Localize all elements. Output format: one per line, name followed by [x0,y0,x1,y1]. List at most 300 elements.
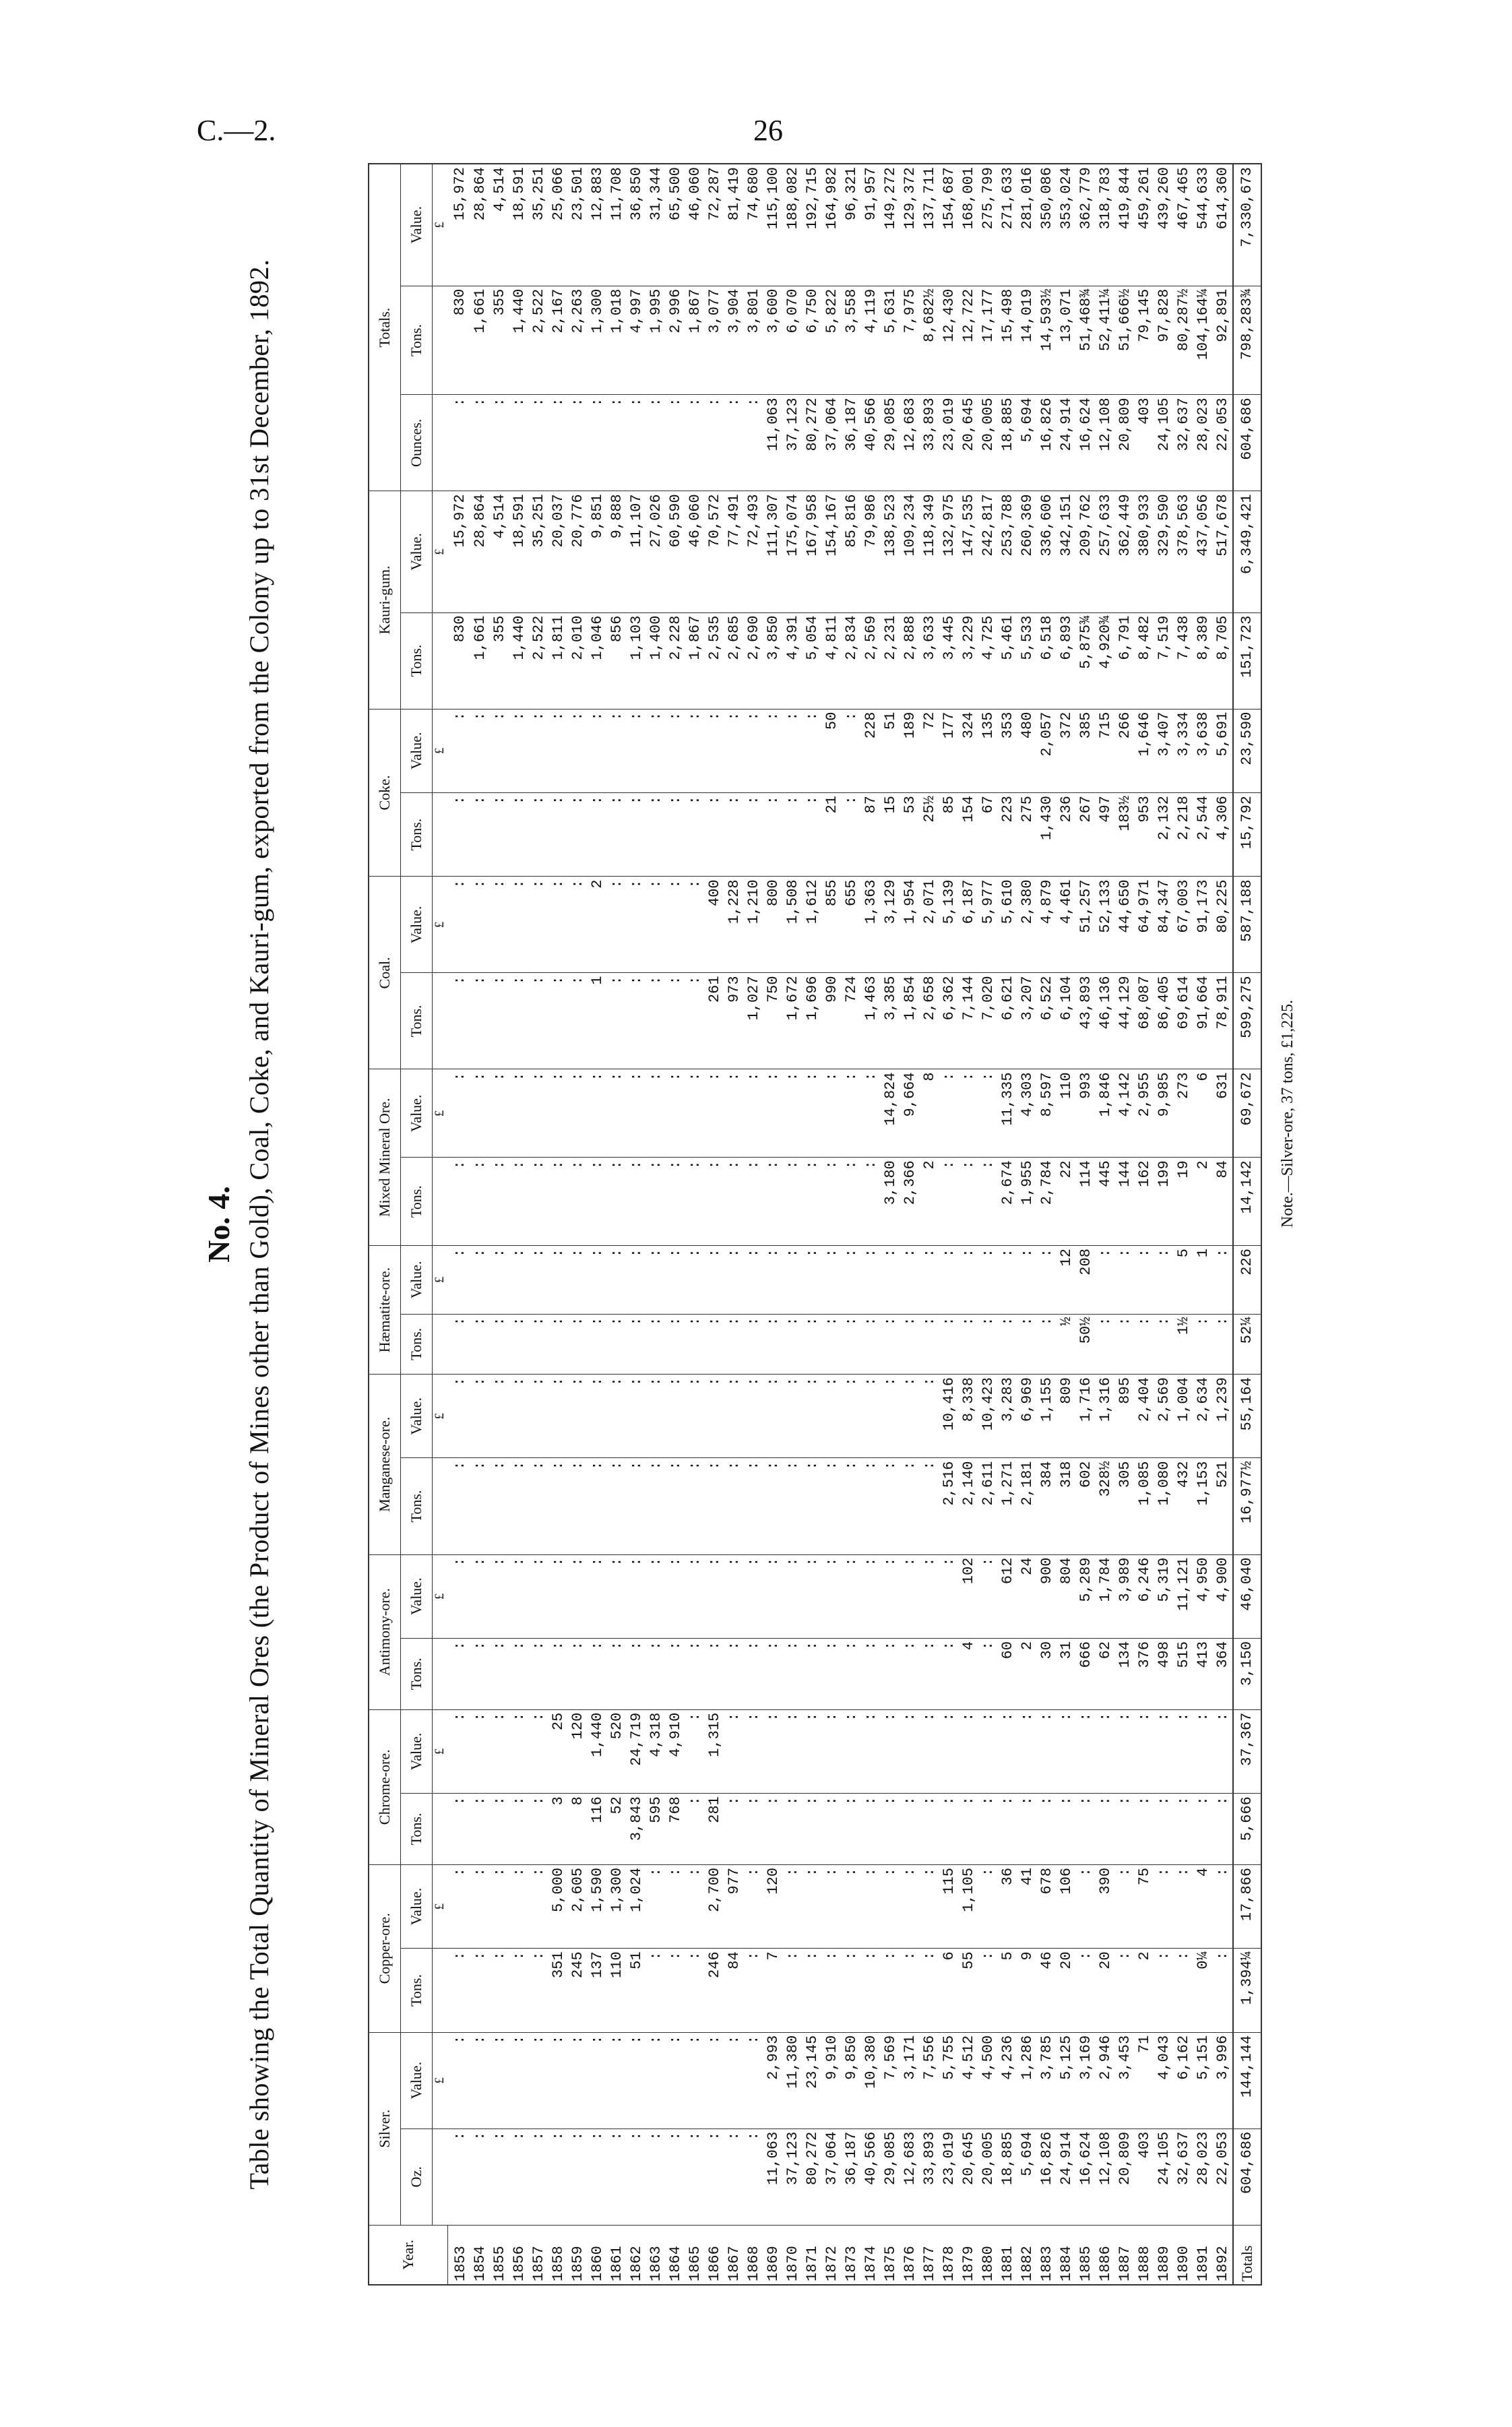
cell-tot-oz: : [447,395,470,491]
cell-silver-val: 9,910 [822,2032,842,2129]
cell-chrome-t: : [1037,1794,1057,1865]
cell-copper-v: : [1154,1864,1174,1948]
cell-kauri-t: 1,440 [509,612,529,709]
group-header: Silver. [369,2032,401,2225]
cell-silver-oz: : [627,2129,646,2225]
cell-coke-v: : [724,709,744,792]
cell-coke-t: : [783,792,802,876]
cell-coke-t: : [548,792,568,876]
cell-mang-v: : [588,1375,607,1458]
cell-antim-t: 666 [1076,1638,1096,1709]
cell-mixed-v: : [509,1069,529,1158]
table-row [998,164,1017,2285]
cell-kauri-t: 2,010 [568,612,588,709]
cell-coke-t: : [763,792,783,876]
cell-silver-val: 5,151 [1193,2032,1213,2129]
year-cell: 1854 [470,2225,490,2285]
cell-chrome-t: 8 [568,1794,588,1865]
cell-coke-v: 3,334 [1174,709,1193,792]
cell-antim-t: : [509,1638,529,1709]
cell-coal-t: 68,087 [1135,973,1154,1069]
table-row [470,164,490,2285]
cell-coal-v: 1,363 [861,877,881,973]
cell-silver-oz: : [548,2129,568,2225]
cell-coke-v: : [568,709,588,792]
cell-tot-oz: 24,914 [1057,395,1076,491]
cell-tot-t: 51,666½ [1115,286,1135,395]
cell-coal-v: 1,954 [900,877,920,973]
cell-copper-v: : [842,1864,861,1948]
cell-haem-t: : [607,1314,627,1375]
cell-chrome-v: : [1115,1709,1135,1793]
table-row [568,164,588,2285]
cell-silver-val: 5,755 [939,2032,959,2129]
cell-coal-v: 64,971 [1135,877,1154,973]
cell-mixed-v: : [627,1069,646,1158]
cell-haem-v: : [920,1246,939,1315]
cell-chrome-v: : [529,1709,548,1793]
cell-coal-v: : [447,877,470,973]
table-row [1115,164,1135,2285]
cell-chrome-t: : [724,1794,744,1865]
cell-antim-t: : [548,1638,568,1709]
group-header-row [369,164,401,2285]
cell-silver-val: 3,171 [900,2032,920,2129]
cell-silver-oz: 40,566 [861,2129,881,2225]
cell-mixed-t: 2,784 [1037,1158,1057,1246]
cell-mixed-v: 9,664 [900,1069,920,1158]
cell-silver-val: : [470,2032,490,2129]
cell-antim-t: : [861,1638,881,1709]
cell-tot-t: 2,522 [529,286,548,395]
cell-coke-v: 3,638 [1193,709,1213,792]
cell-coal-v: 51,257 [1076,877,1096,973]
cell-coke-t: : [490,792,509,876]
cell-tot-v: 164,982 [822,164,842,286]
cell-tot-oz: 20,645 [959,395,978,491]
group-header: Antimony-ore. [369,1554,401,1709]
cell-mang-t: 521 [1213,1458,1233,1554]
cell-tot-oz: 12,683 [900,395,920,491]
cell-chrome-v: : [861,1709,881,1793]
cell-mang-t: : [900,1458,920,1554]
cell-copper-t: : [822,1949,842,2032]
year-cell: 1889 [1154,2225,1174,2285]
cell-tot-oz: : [685,395,705,491]
cell-haem-v: : [763,1246,783,1315]
cell-kauri-v: 362,449 [1115,491,1135,612]
cell-haem-t: : [1037,1314,1057,1375]
cell-copper-v: 4 [1193,1864,1213,1948]
cell-kauri-v: 517,678 [1213,491,1233,612]
table-row [861,164,881,2285]
cell-mixed-t: : [490,1158,509,1246]
cell-coal-v: : [627,877,646,973]
cell-tot-oz: : [744,395,763,491]
cell-silver-oz: 5,694 [1017,2129,1037,2225]
cell-tot-v: 23,501 [568,164,588,286]
cell-mang-t: 602 [1076,1458,1096,1554]
cell-haem-v: : [509,1246,529,1315]
cell-antim-v: 1,784 [1096,1554,1115,1638]
cell-mang-v: 1,155 [1037,1375,1057,1458]
cell-tot-v: 28,864 [470,164,490,286]
cell-copper-v: 120 [763,1864,783,1948]
cell-antim-t: : [627,1638,646,1709]
cell-coal-t: : [666,973,685,1069]
year-cell: 1866 [705,2225,724,2285]
total-mixed-t: 14,142 [1233,1158,1261,1246]
cell-tot-t: 3,600 [763,286,783,395]
totals-row [1233,164,1261,2285]
cell-haem-t: : [802,1314,822,1375]
cell-coal-t: : [548,973,568,1069]
cell-chrome-v: : [959,1709,978,1793]
cell-mang-v: : [568,1375,588,1458]
cell-copper-v: : [978,1864,998,1948]
cell-mixed-v: 273 [1174,1069,1193,1158]
cell-mang-t: : [548,1458,568,1554]
cell-haem-t: : [548,1314,568,1375]
cell-tot-t: 1,018 [607,286,627,395]
column-header: Tons. [401,1638,433,1709]
cell-antim-v: : [509,1554,529,1638]
cell-kauri-v: 378,563 [1174,491,1193,612]
cell-coke-v: 1,646 [1135,709,1154,792]
cell-coke-t: 2,218 [1174,792,1193,876]
cell-coal-t: 6,522 [1037,973,1057,1069]
cell-coke-t: : [685,792,705,876]
cell-coke-t: 53 [900,792,920,876]
cell-copper-t: 2 [1135,1949,1154,2032]
cell-chrome-v: : [802,1709,822,1793]
cell-chrome-t: : [1115,1794,1135,1865]
cell-copper-t: 20 [1096,1949,1115,2032]
cell-mang-v: : [529,1375,548,1458]
cell-coke-v: : [646,709,666,792]
cell-tot-oz: 20,005 [978,395,998,491]
cell-coke-t: : [705,792,724,876]
cell-coke-v: : [529,709,548,792]
cell-antim-v: : [783,1554,802,1638]
cell-mang-v: 2,569 [1154,1375,1174,1458]
cell-haem-v: : [529,1246,548,1315]
table-row [447,164,470,2285]
cell-tot-v: 129,372 [900,164,920,286]
cell-kauri-v: 257,633 [1096,491,1115,612]
cell-mixed-v: 4,303 [1017,1069,1037,1158]
total-coal-v: 587,188 [1233,877,1261,973]
cell-kauri-t: 830 [447,612,470,709]
cell-coke-t: 223 [998,792,1017,876]
cell-copper-t: : [881,1949,900,2032]
cell-tot-t: 7,975 [900,286,920,395]
cell-silver-oz: : [490,2129,509,2225]
cell-tot-v: 11,708 [607,164,627,286]
cell-copper-t: 51 [627,1949,646,2032]
cell-coal-t: 78,911 [1213,973,1233,1069]
cell-kauri-v: 380,933 [1135,491,1154,612]
cell-haem-t: : [763,1314,783,1375]
cell-kauri-t: 8,389 [1193,612,1213,709]
year-cell: 1872 [822,2225,842,2285]
total-mang-t: 16,977½ [1233,1458,1261,1554]
cell-silver-oz: : [724,2129,744,2225]
cell-silver-val: : [666,2032,685,2129]
cell-kauri-t: 7,519 [1154,612,1174,709]
cell-haem-t: : [705,1314,724,1375]
cell-coal-v: : [529,877,548,973]
cell-chrome-t: : [763,1794,783,1865]
cell-coal-v: 5,139 [939,877,959,973]
cell-tot-t: 1,867 [685,286,705,395]
cell-coke-v: 3,407 [1154,709,1174,792]
cell-coke-v: 5,691 [1213,709,1233,792]
cell-coal-t: : [490,973,509,1069]
cell-mang-v: 1,716 [1076,1375,1096,1458]
cell-antim-v: : [822,1554,842,1638]
cell-mixed-t: 199 [1154,1158,1174,1246]
cell-chrome-t: : [959,1794,978,1865]
table-row [1096,164,1115,2285]
cell-mixed-t: : [646,1158,666,1246]
cell-silver-oz: 20,645 [959,2129,978,2225]
cell-coal-t: : [646,973,666,1069]
cell-haem-v: : [607,1246,627,1315]
cell-kauri-t: 2,535 [705,612,724,709]
year-cell: 1857 [529,2225,548,2285]
total-tot-oz: 604,686 [1233,395,1261,491]
column-header: Tons. [401,973,433,1069]
cell-coke-v: 50 [822,709,842,792]
cell-coke-v: : [842,709,861,792]
cell-mang-t: 2,181 [1017,1458,1037,1554]
cell-coal-t: : [685,973,705,1069]
cell-mang-v: : [900,1375,920,1458]
cell-antim-t: : [763,1638,783,1709]
cell-antim-v: : [470,1554,490,1638]
cell-kauri-t: 1,661 [470,612,490,709]
cell-mixed-v: : [470,1069,490,1158]
unit-cell [433,973,448,1069]
cell-chrome-v: : [490,1709,509,1793]
cell-coal-t: 69,614 [1174,973,1193,1069]
cell-copper-t: : [861,1949,881,2032]
cell-silver-val: 3,453 [1115,2032,1135,2129]
cell-mixed-v: : [939,1069,959,1158]
cell-chrome-t: : [822,1794,842,1865]
cell-mang-v: : [548,1375,568,1458]
cell-haem-t: : [939,1314,959,1375]
cell-mixed-t: : [939,1158,959,1246]
rotated-table-page [201,163,1340,2286]
cell-coke-t: : [724,792,744,876]
cell-coal-v: 80,225 [1213,877,1233,973]
table-row [588,164,607,2285]
cell-haem-t: : [1017,1314,1037,1375]
group-header: Mixed Mineral Ore. [369,1069,401,1246]
cell-antim-v: : [607,1554,627,1638]
cell-mang-t: 432 [1174,1458,1193,1554]
cell-haem-v: : [744,1246,763,1315]
cell-mixed-t: 3,180 [881,1158,900,1246]
cell-coke-t: : [509,792,529,876]
total-copper-t: 1,394¼ [1233,1949,1261,2032]
cell-coal-v: : [607,877,627,973]
cell-coal-t: 1,854 [900,973,920,1069]
cell-silver-oz: 18,885 [998,2129,1017,2225]
cell-tot-v: 91,957 [861,164,881,286]
cell-tot-v: 4,514 [490,164,509,286]
column-header: Value. [401,164,433,286]
cell-mang-v: : [607,1375,627,1458]
cell-tot-v: 350,086 [1037,164,1057,286]
cell-mixed-t: 22 [1057,1158,1076,1246]
cell-coke-v: 189 [900,709,920,792]
cell-mang-t: 328½ [1096,1458,1115,1554]
cell-kauri-t: 3,445 [939,612,959,709]
table-row [666,164,685,2285]
group-header: Kauri-gum. [369,491,401,709]
cell-haem-v: : [959,1246,978,1315]
cell-tot-t: 2,996 [666,286,685,395]
cell-antim-t: : [607,1638,627,1709]
cell-silver-val: 11,380 [783,2032,802,2129]
cell-copper-v: 1,024 [627,1864,646,1948]
cell-chrome-v: 24,719 [627,1709,646,1793]
cell-chrome-v: : [881,1709,900,1793]
cell-silver-val: : [548,2032,568,2129]
cell-mixed-v: : [568,1069,588,1158]
cell-chrome-t: : [783,1794,802,1865]
cell-haem-v: 5 [1174,1246,1193,1315]
cell-antim-t: : [900,1638,920,1709]
cell-tot-v: 72,287 [705,164,724,286]
cell-coke-v: : [607,709,627,792]
cell-coal-t: 43,893 [1076,973,1096,1069]
cell-tot-oz: 36,187 [842,395,861,491]
cell-kauri-v: 9,851 [588,491,607,612]
cell-silver-oz: : [509,2129,529,2225]
cell-kauri-t: 355 [490,612,509,709]
cell-haem-v: : [588,1246,607,1315]
cell-copper-t: : [744,1949,763,2032]
cell-kauri-v: 60,590 [666,491,685,612]
cell-mixed-v: : [529,1069,548,1158]
year-cell: 1878 [939,2225,959,2285]
cell-silver-oz: 12,683 [900,2129,920,2225]
table-row [783,164,802,2285]
year-cell: 1874 [861,2225,881,2285]
cell-chrome-t: : [1213,1794,1233,1865]
cell-haem-v: : [861,1246,881,1315]
cell-chrome-v: 4,910 [666,1709,685,1793]
year-cell: 1873 [842,2225,861,2285]
cell-kauri-v: 118,349 [920,491,939,612]
cell-kauri-v: 260,369 [1017,491,1037,612]
group-header: Manganese-ore. [369,1375,401,1554]
cell-tot-oz: 37,064 [822,395,842,491]
cell-tot-v: 614,360 [1213,164,1233,286]
cell-chrome-t: : [920,1794,939,1865]
cell-coke-t: 85 [939,792,959,876]
cell-chrome-t: 116 [588,1794,607,1865]
cell-tot-t: 2,167 [548,286,568,395]
cell-haem-v: : [939,1246,959,1315]
cell-mixed-t: : [627,1158,646,1246]
total-coke-t: 15,792 [1233,792,1261,876]
cell-coke-t: : [646,792,666,876]
column-header: Value. [401,1554,433,1638]
cell-mixed-v: 993 [1076,1069,1096,1158]
cell-silver-val: : [724,2032,744,2129]
table-row [1154,164,1174,2285]
table-row [920,164,939,2285]
cell-antim-t: 62 [1096,1638,1115,1709]
cell-mang-t: : [607,1458,627,1554]
cell-silver-val: : [529,2032,548,2129]
cell-tot-oz: 28,023 [1193,395,1213,491]
unit-cell: £ [433,1709,448,1793]
cell-copper-t: 5 [998,1949,1017,2032]
cell-antim-t: 498 [1154,1638,1174,1709]
cell-coal-t: 973 [724,973,744,1069]
cell-mixed-v: : [588,1069,607,1158]
cell-tot-t: 4,119 [861,286,881,395]
cell-kauri-v: 154,167 [822,491,842,612]
cell-mang-v: : [490,1375,509,1458]
cell-coal-v: : [548,877,568,973]
cell-haem-v: : [548,1246,568,1315]
cell-coal-v: : [568,877,588,973]
table-row [705,164,724,2285]
cell-silver-oz: 32,637 [1174,2129,1193,2225]
table-row [627,164,646,2285]
cell-antim-t: 31 [1057,1638,1076,1709]
cell-copper-v: : [685,1864,705,1948]
cell-coke-v: : [666,709,685,792]
cell-mixed-t: : [705,1158,724,1246]
cell-mang-v: : [509,1375,529,1458]
cell-mang-t: 1,080 [1154,1458,1174,1554]
year-cell: 1886 [1096,2225,1115,2285]
cell-kauri-t: 5,054 [802,612,822,709]
cell-antim-t: : [724,1638,744,1709]
table-row [1017,164,1037,2285]
cell-kauri-v: 111,307 [763,491,783,612]
cell-tot-t: 97,828 [1154,286,1174,395]
cell-haem-t: : [842,1314,861,1375]
cell-chrome-v: 520 [607,1709,627,1793]
table-row [1037,164,1057,2285]
cell-coke-t: : [568,792,588,876]
cell-silver-oz: 80,272 [802,2129,822,2225]
cell-haem-t: ½ [1057,1314,1076,1375]
cell-coke-t: 2,132 [1154,792,1174,876]
cell-mang-t: 2,140 [959,1458,978,1554]
cell-coal-v: 1,228 [724,877,744,973]
cell-kauri-v: 147,535 [959,491,978,612]
cell-mixed-t: : [509,1158,529,1246]
cell-tot-v: 459,261 [1135,164,1154,286]
cell-antim-v: : [842,1554,861,1638]
cell-mang-t: : [822,1458,842,1554]
cell-copper-v: : [509,1864,529,1948]
cell-kauri-v: 70,572 [705,491,724,612]
group-header: Totals. [369,164,401,491]
cell-mixed-t: : [548,1158,568,1246]
cell-kauri-v: 72,493 [744,491,763,612]
